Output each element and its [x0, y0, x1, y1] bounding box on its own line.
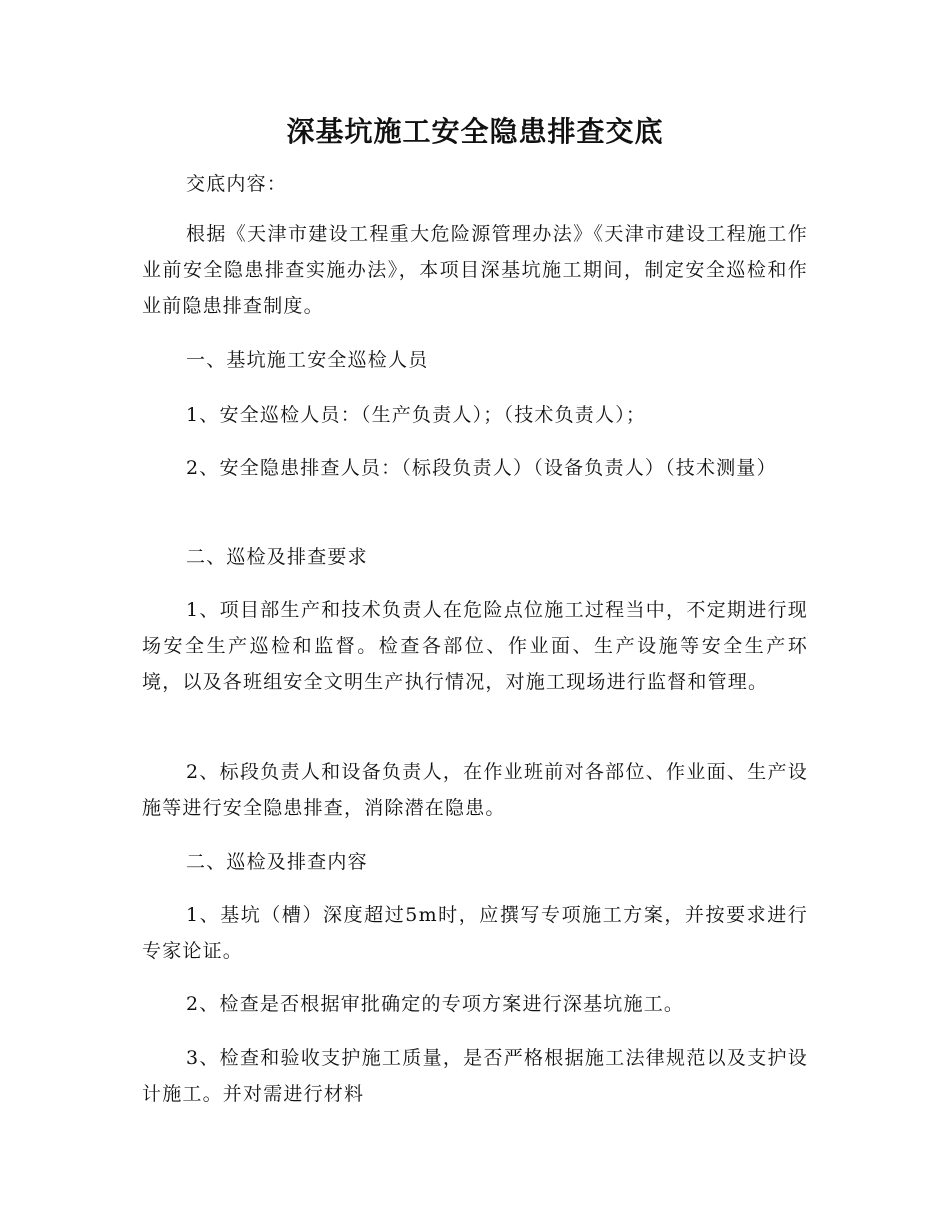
personnel-item-inspectors: 1、安全巡检人员：（生产负责人）；（技术负责人）；: [186, 404, 647, 426]
requirement-item-2: 2、标段负责人和设备负责人，在作业班前对各部位、作业面、生产设施等进行安全隐患排查，消除潜在隐患。: [142, 761, 808, 819]
requirement-item-1: 1、项目部生产和技术负责人在危险点位施工过程当中，不定期进行现场安全生产巡检和监督。检查各部位、作业面、生产设施等安全生产环境，以及各班组安全文明生产执行情况，对施工现场进行监督和管理。: [142, 599, 808, 693]
content-item-2: 2、检查是否根据审批确定的专项方案进行深基坑施工。: [186, 993, 685, 1015]
section-heading-personnel: 一、基坑施工安全巡检人员: [186, 349, 429, 371]
section-heading-requirements: 二、巡检及排查要求: [186, 546, 368, 568]
personnel-item-checkers: 2、安全隐患排查人员：（标段负责人）（设备负责人）（技术测量）: [186, 457, 777, 479]
section-heading-content: 二、巡检及排查内容: [186, 851, 368, 873]
intro-label: 交底内容：: [186, 173, 288, 195]
content-item-3: 3、检查和验收支护施工质量，是否严格根据施工法律规范以及支护设计施工。并对需进行材料: [142, 1047, 808, 1105]
content-item-1: 1、基坑（槽）深度超过5m时，应撰写专项施工方案，并按要求进行专家论证。: [142, 904, 808, 962]
document-title: 深基坑施工安全隐患排查交底: [286, 115, 664, 148]
intro-paragraph: 根据《天津市建设工程重大危险源管理办法》《天津市建设工程施工作业前安全隐患排查实施办法》，本项目深基坑施工期间，制定安全巡检和作业前隐患排查制度。: [142, 223, 808, 317]
